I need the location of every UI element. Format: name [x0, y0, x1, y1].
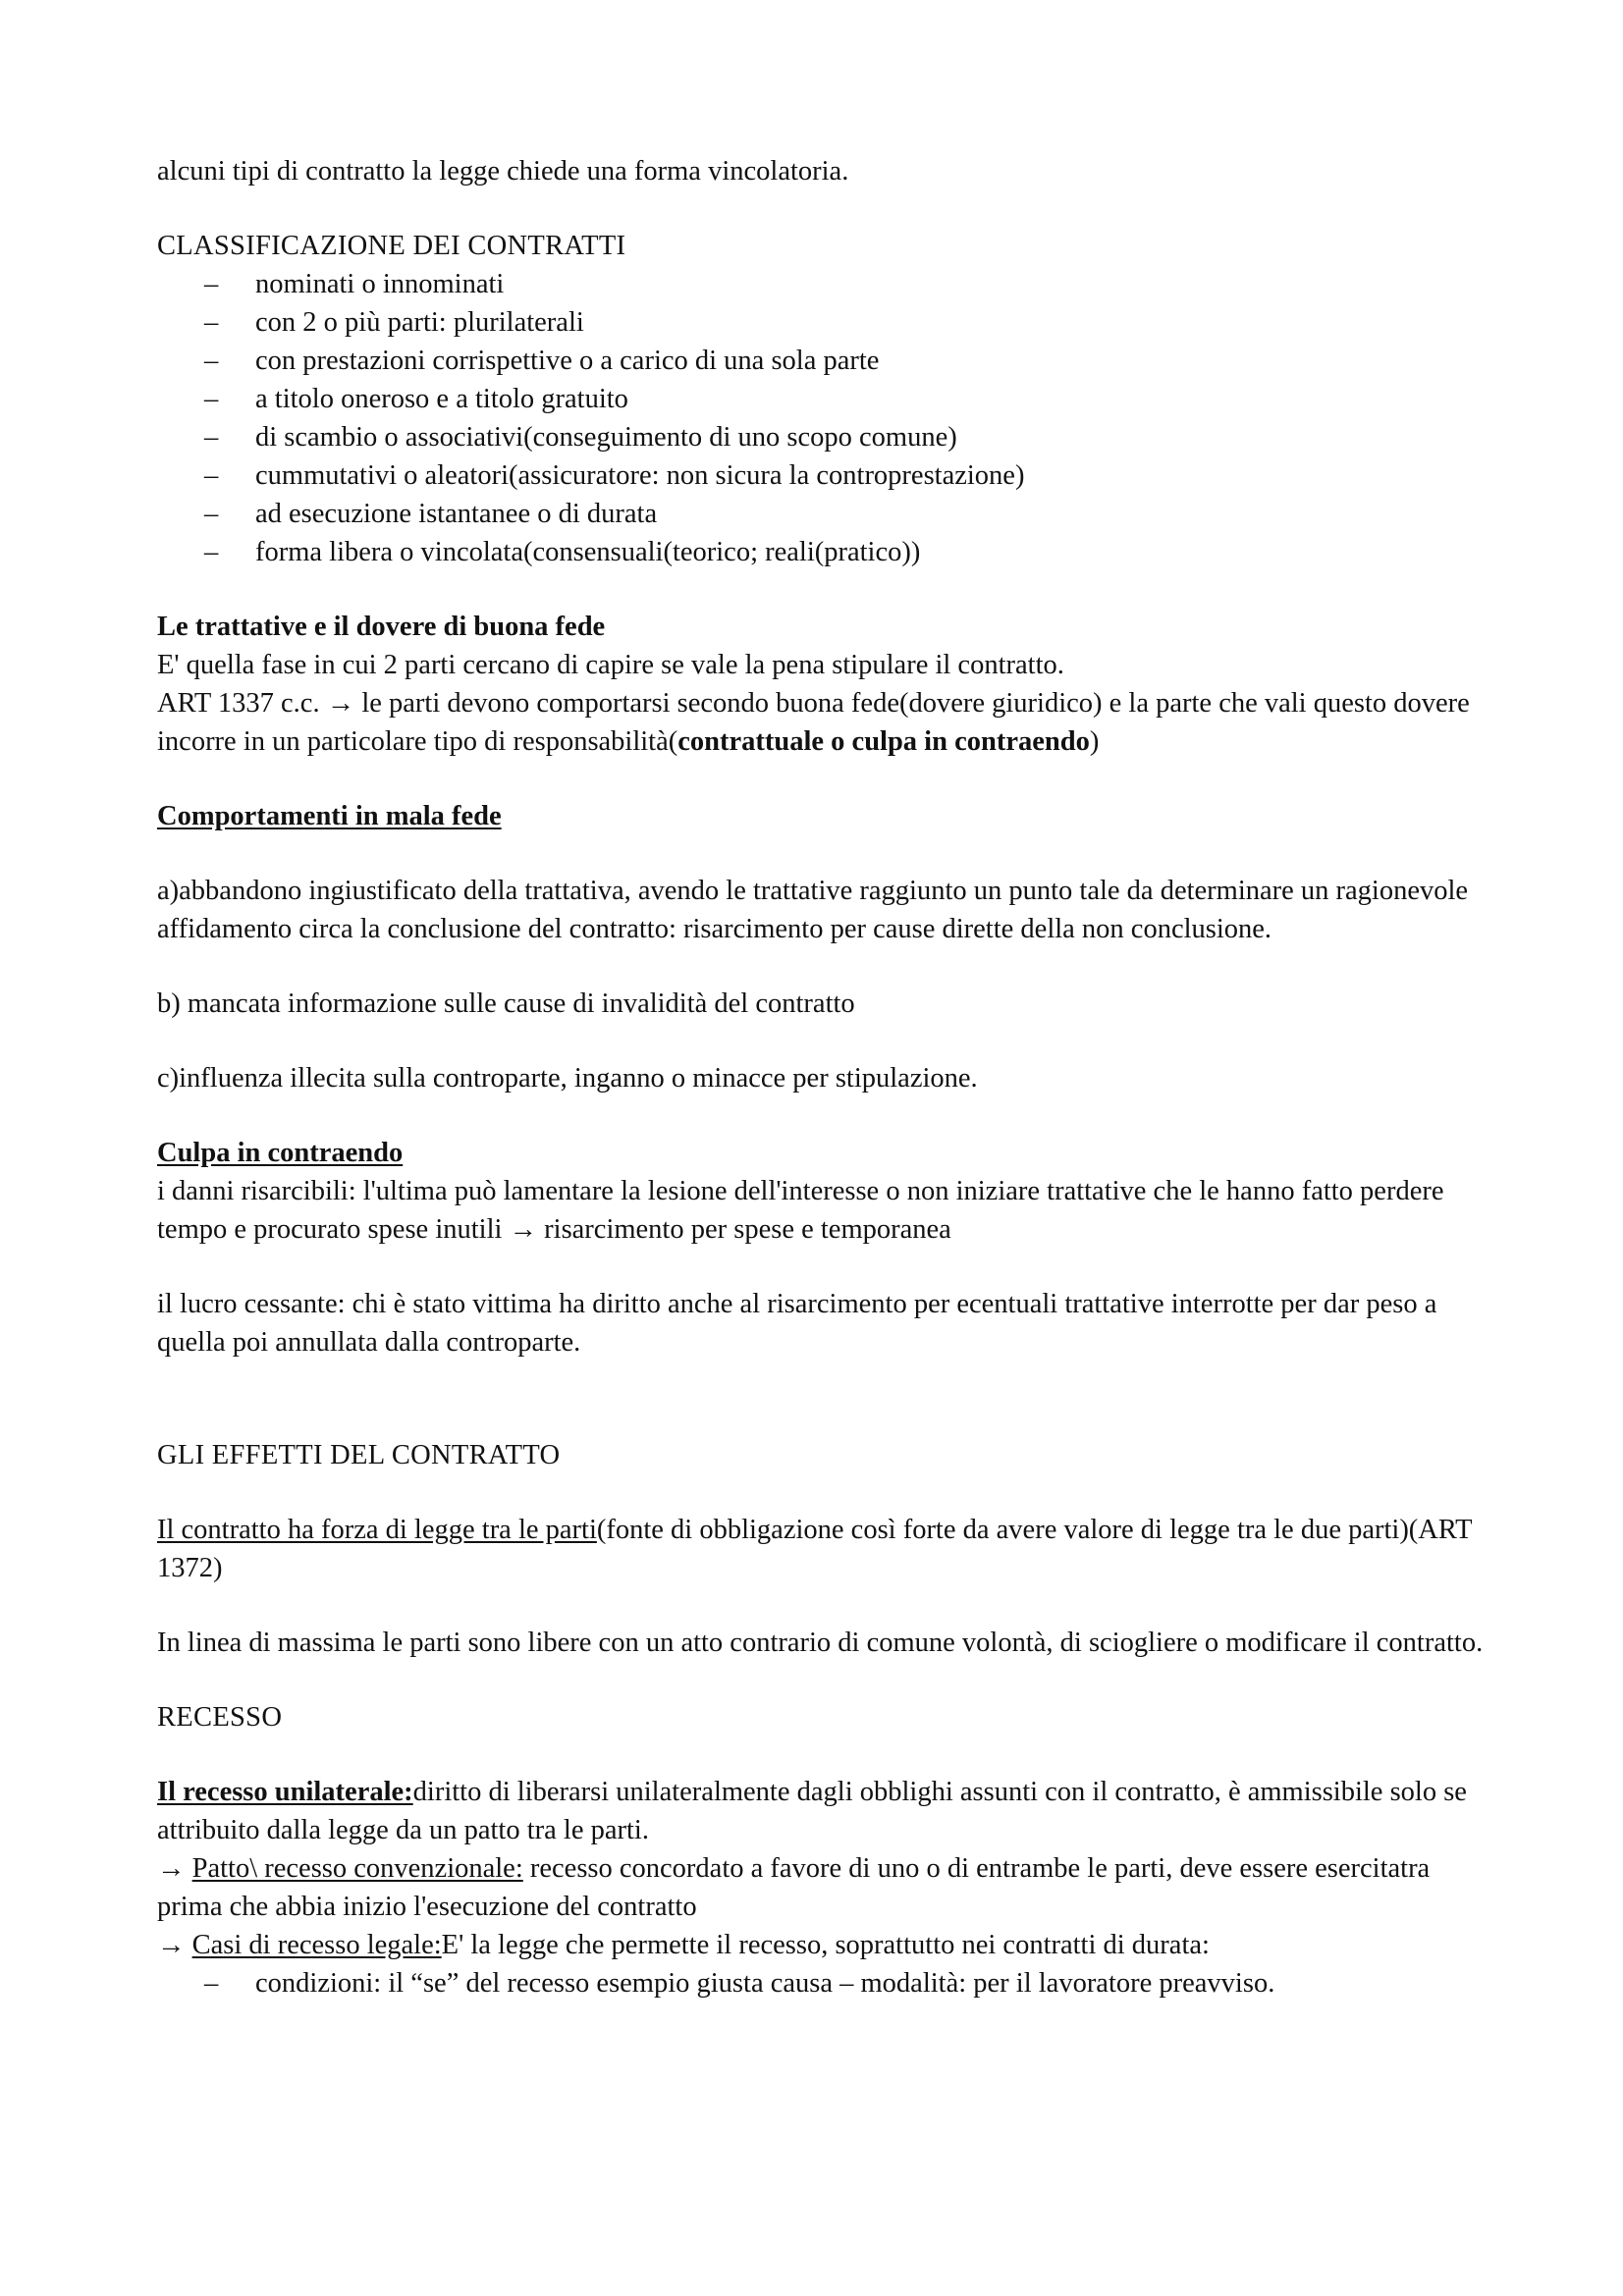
culpa-p2: il lucro cessante: chi è stato vittima ha diritto anche al risarcimento per ecentuali trattative interrotte per dar peso a quella poi annullata dalla controparte.: [157, 1289, 1437, 1358]
mala-fede-a: a)abbandono ingiustificato della trattativa, avendo le trattative raggiunto un punto tale da determinare un ragionevole affidamento circa la conclusione del contratto: risarcimento per cause dirette della non conclusione.: [157, 876, 1469, 944]
mala-fede-c: c)influenza illecita sulla controparte, inganno o minacce per stipulazione.: [157, 1063, 978, 1094]
heading-trattative: Le trattative e il dovere di buona fede: [157, 612, 606, 642]
list-item: – cummutativi o aleatori(assicuratore: non sicura la controprestazione): [204, 460, 1025, 491]
arrow-icon: →: [157, 1853, 186, 1884]
heading-culpa: Culpa in contraendo: [157, 1138, 404, 1168]
effetti-p1: Il contratto ha forza di legge tra le parti(fonte di obbligazione così forte da avere valore di legge tra le due parti)(ART 1372): [157, 1515, 1473, 1583]
classificazione-list: [157, 265, 1492, 571]
list-item: – di scambio o associativi(conseguimento di uno scopo comune): [204, 422, 957, 453]
heading-mala-fede: Comportamenti in mala fede: [157, 801, 502, 831]
heading-classificazione: CLASSIFICAZIONE DEI CONTRATTI: [157, 231, 626, 261]
document-page: [157, 152, 1492, 2002]
culpa-p1: i danni risarcibili: l'ultima può lamentare la lesione dell'interesse o non iniziare trattative che le hanno fatto perdere tempo e procurato spese inutili → risarcimento per spese e temporanea: [157, 1176, 1444, 1245]
recesso-list: [157, 1964, 1492, 2002]
heading-recesso: RECESSO: [157, 1702, 283, 1733]
trattative-line1: E' quella fase in cui 2 parti cercano di capire se vale la pena stipulare il contratto.: [157, 650, 1064, 680]
arrow-icon: →: [157, 1930, 186, 1960]
list-item: – nominati o innominati: [204, 269, 505, 299]
recesso-unilaterale: Il recesso unilaterale:diritto di liberarsi unilateralmente dagli obblighi assunti con il contratto, è ammissibile solo se attribuito dalla legge da un patto tra le parti.: [157, 1777, 1467, 1845]
effetti-p2: In linea di massima le parti sono libere con un atto contrario di comune volontà, di sciogliere o modificare il contratto.: [157, 1628, 1484, 1658]
list-item: – ad esecuzione istantanee o di durata: [204, 499, 658, 529]
list-item: – con 2 o più parti: plurilaterali: [204, 307, 584, 338]
trattative-art-paragraph: ART 1337 c.c. → le parti devono comportarsi secondo buona fede(dovere giuridico) e la parte che vali questo dovere incorre in un particolare tipo di responsabilità(contrattuale o culpa in contraendo): [157, 688, 1470, 757]
recesso-patto: → Patto\ recesso convenzionale: recesso concordato a favore di uno o di entrambe le parti, deve essere esercitatra prima che abbia inizio l'esecuzione del contratto: [157, 1853, 1431, 1922]
list-item: – condizioni: il “se” del recesso esempio giusta causa – modalità: per il lavoratore preavviso.: [204, 1968, 1275, 1999]
list-item: – con prestazioni corrispettive o a carico di una sola parte: [204, 346, 880, 376]
mala-fede-b: b) mancata informazione sulle cause di invalidità del contratto: [157, 988, 855, 1019]
list-item: – a titolo oneroso e a titolo gratuito: [204, 384, 628, 414]
heading-effetti: GLI EFFETTI DEL CONTRATTO: [157, 1440, 561, 1470]
intro-text: alcuni tipi di contratto la legge chiede una forma vincolatoria.: [157, 156, 849, 187]
recesso-legale: → Casi di recesso legale:E' la legge che permette il recesso, soprattutto nei contratti di durata:: [157, 1930, 1210, 1960]
list-item: – forma libera o vincolata(consensuali(teorico; reali(pratico)): [204, 537, 921, 567]
